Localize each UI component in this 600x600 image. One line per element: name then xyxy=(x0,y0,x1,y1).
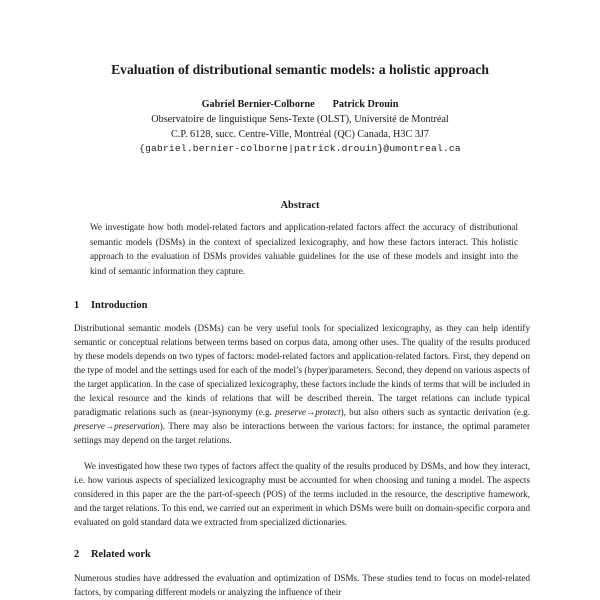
section-number: 1 xyxy=(74,300,80,311)
related-work-paragraph-1: Numerous studies have addressed the evaluation and optimization of DSMs. These studies tend to focus on model-related factors, by comparing different models or analyzing the influence of their xyxy=(74,573,530,597)
abstract-heading: Abstract xyxy=(280,200,320,211)
abstract-text: We investigate how both model-related factors and application-related factors affect the accuracy of distributional semantic models (DSMs) in the context of specialized lexicography, and how these factors interact. This holistic approach to the evaluation of DSMs provides valuable guidelines for the use of these models and insight into the kind of semantic information they capture. xyxy=(90,222,518,276)
author-emails: {gabriel.bernier-colborne|patrick.drouin}@umontreal.ca xyxy=(139,143,461,154)
example-relation: preserve→protect xyxy=(275,406,341,417)
introduction-paragraph-2: We investigated how these two types of factors affect the quality of the results produced by DSMs, and how they interact, i.e. how various aspects of specialized lexicography must be accounted for when choosing and tuning a model. The aspects considered in this paper are the the part-of-speech (POS) of the terms included in the resource, the descriptive framework, and the target relations. To this end, we carried out an experiment in which DSMs were built on domain-specific corpora and evaluated on gold standard data we extracted from specialized dictionaries. xyxy=(74,461,530,527)
text-run: Distributional semantic models (DSMs) can be very useful tools for specialized lexicography, as they can help identify semantic or conceptual relations between terms based on corpus data, among other uses. The quality of the results produced by these models depends on two types of factors: model-related factors and application-related factors. First, they depend on the type of model and the settings used for each of the model’s (hyper)parameters. Second, they depend on various aspects of the target application. In the case of specialized lexicography, these factors include the kinds of terms that will be included in the lexical resource and the kinds of relations that will be described therein. The target relations can include typical paradigmatic relations such as (near-)synonymy (e.g. xyxy=(74,323,530,417)
text-run: ), but also others such as syntactic derivation (e.g. xyxy=(340,406,530,417)
paper-title: Evaluation of distributional semantic models: a holistic approach xyxy=(111,62,489,77)
section-heading-introduction xyxy=(74,300,147,311)
section-heading-related-work xyxy=(74,549,151,560)
example-relation: preserve→preservation xyxy=(74,420,160,431)
affiliation-address: C.P. 6128, succ. Centre-Ville, Montréal (QC) Canada, H3C 3J7 xyxy=(171,129,429,140)
section-title: Related work xyxy=(91,549,151,560)
introduction-paragraph-1 xyxy=(74,322,530,448)
section-number: 2 xyxy=(74,549,80,560)
text-run: ). There may also be interactions between the various factors: for instance, the optimal parameter settings may depend on the target relations. xyxy=(74,420,530,445)
author-name: Patrick Drouin xyxy=(332,99,399,110)
author-list xyxy=(0,99,600,110)
affiliation-line: Observatoire de linguistique Sens-Texte (OLST), Université de Montréal xyxy=(151,114,449,125)
author-name: Gabriel Bernier-Colborne xyxy=(201,99,315,110)
section-title: Introduction xyxy=(91,300,148,311)
